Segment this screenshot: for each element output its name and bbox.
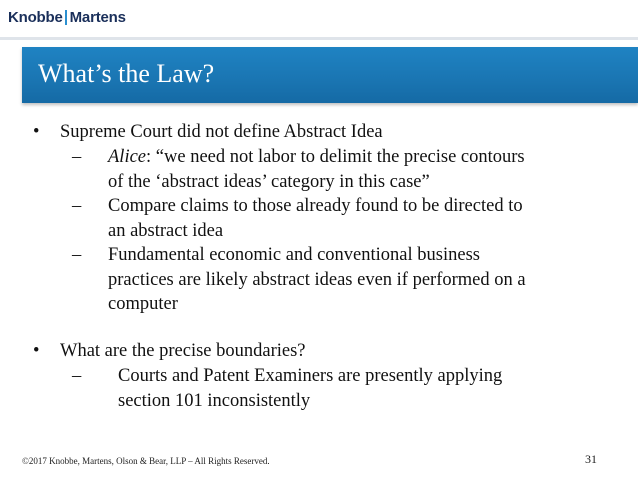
logo-left-text: Knobbe (8, 9, 63, 26)
sub-bullet-line: practices are likely abstract ideas even if performed on a (108, 269, 526, 290)
sub-bullet-line: Courts and Patent Examiners are presently applying (118, 366, 503, 386)
logo-separator (65, 10, 67, 25)
sub-bullet-text (108, 194, 523, 243)
sub-bullet-text (108, 145, 525, 194)
sub-bullet-line: section 101 inconsistently (118, 390, 311, 411)
logo-right-text: Martens (69, 9, 126, 26)
sub-bullet-line: an abstract idea (108, 220, 224, 241)
sub-bullet-marker: – (72, 366, 82, 386)
company-logo (8, 9, 126, 26)
sub-bullet-marker: – (72, 196, 82, 216)
sub-bullet-line: Alice: “we need not labor to delimit the precise contours (108, 147, 525, 167)
sub-bullet-text (108, 243, 526, 317)
sub-bullet-line: of the ‘abstract ideas’ category in this case” (108, 171, 430, 192)
sub-bullet-line: Fundamental economic and conventional business (108, 245, 480, 265)
title-bar (22, 47, 638, 103)
copyright-notice: ©2017 Knobbe, Martens, Olson & Bear, LLP – All Rights Reserved. (22, 456, 270, 466)
sub-bullet-marker: – (72, 147, 82, 167)
bullet-marker: • (33, 341, 40, 361)
header-divider (0, 37, 638, 40)
sub-bullet-text (118, 364, 502, 413)
bullet-text: Supreme Court did not define Abstract Idea (60, 122, 383, 142)
page-number: 31 (585, 452, 597, 466)
bullet-text: What are the precise boundaries? (60, 341, 306, 361)
case-name: Alice (108, 147, 147, 167)
sub-bullet-marker: – (72, 245, 82, 265)
sub-bullet-line: Compare claims to those already found to be directed to (108, 196, 523, 216)
bullet-marker: • (33, 122, 40, 142)
slide-title: What’s the Law? (38, 59, 215, 88)
sub-bullet-line: computer (108, 294, 178, 314)
